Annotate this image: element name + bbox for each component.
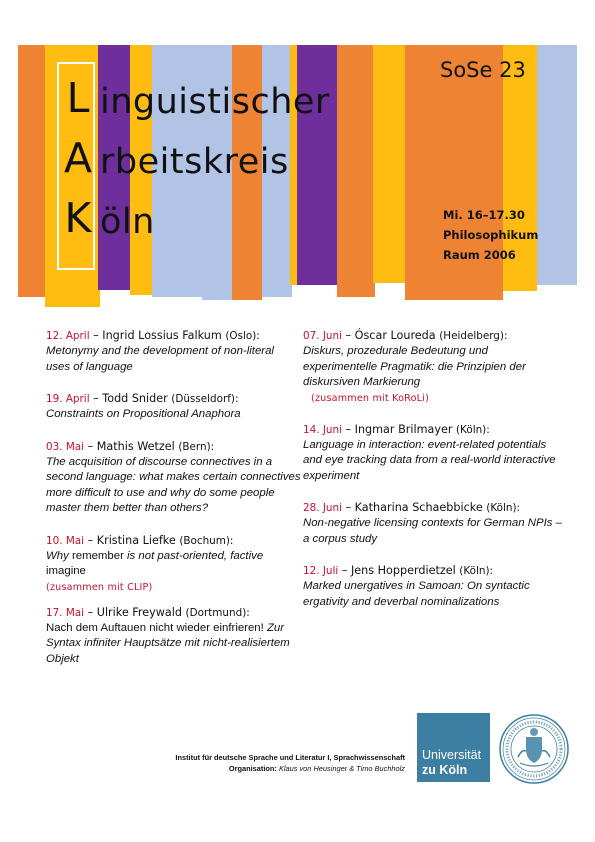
organizers-names: Klaus von Heusinger & Timo Buchholz [278,764,405,773]
talk-title: The acquisition of discourse connectives in a second language: what makes certain connectives more difficult to use and why do some people master them better than others? [46,455,301,514]
talk-header [46,439,301,455]
event-info [443,205,538,265]
talk-item [46,605,301,668]
talk-affiliation: (Dortmund): [185,606,250,619]
title-part: imagine [46,565,86,577]
talk-item [46,328,301,375]
talk-date: 17. Mai [46,606,85,619]
title-part: Zur Syntax infiniter Hauptsätze mit nicht-realisiertem Objekt [46,621,290,665]
talk-affiliation: (Oslo): [225,330,260,342]
dash: – [338,564,351,577]
color-bar [549,45,577,285]
talk-affiliation: (Bern): [178,440,215,453]
footer [120,752,405,774]
talk-header [46,605,301,621]
title-letter-k: K [64,194,92,242]
talk-speaker: Katharina Schaebbicke [354,501,483,514]
event-building: Philosophikum [443,228,539,242]
dash: – [89,392,103,405]
talk-title [46,549,301,580]
color-bar [405,45,435,300]
title-letter-a: A [63,134,93,182]
talk-title: Constraints on Propositional Anaphora [46,408,241,420]
talk-header [46,391,301,407]
talk-header [303,563,565,579]
dash: – [84,533,97,547]
talk-item [303,500,565,547]
talk-date: 19. April [46,393,90,405]
dash: – [341,501,355,514]
talk-item [46,439,301,517]
color-bar [537,45,549,285]
talk-date: 03. Mai [46,440,85,453]
talk-date: 12. Juli [303,565,339,577]
talk-speaker: Todd Snider [102,392,168,405]
dash: – [341,422,355,436]
talk-note: (zusammen mit KoRoLi) [311,392,430,404]
color-bar [337,45,375,297]
talk-title: Non-negative licensing contexts for German NPIs – a corpus study [303,517,562,545]
talk-affiliation: (Köln): [455,423,490,436]
talk-header [46,533,301,549]
dash: – [89,329,103,342]
talk-date: 10. Mai [46,534,85,547]
talk-header [303,422,565,438]
talk-title [46,621,301,668]
logo-line-2: zu Köln [422,763,468,777]
dash: – [84,439,97,453]
talk-note: (zusammen mit CLIP) [46,581,153,593]
title-letter-l: L [66,74,90,122]
header-banner [0,0,595,310]
university-logo [417,713,490,782]
talk-speaker: Jens Hopperdietzel [350,564,456,577]
talk-speaker: Ingrid Lossius Falkum [102,329,222,342]
talk-speaker: Ingmar Brilmayer [354,422,453,436]
talk-title: Marked unergatives in Samoan: On syntactic ergativity and deverbal nominalizations [303,580,530,608]
talk-title: Language in interaction: event-related potentials and eye tracking data from a real-world interactive experiment [303,438,556,482]
title-word-linguistischer: inguistischer [100,82,330,122]
event-time: Mi. 16–17.30 [443,208,525,222]
talk-header [46,328,301,344]
talk-affiliation: (Köln): [459,565,494,577]
talk-affiliation: (Köln): [486,502,521,514]
logo-line-1: Universität [422,748,482,762]
dash: – [84,605,97,619]
talk-date: 28. Juni [303,502,342,514]
talk-date: 12. April [46,330,90,342]
talk-header [303,328,565,344]
color-bar [18,45,46,297]
university-seal-icon [498,713,570,785]
talk-item [303,563,565,610]
title-part: is not past-oriented, factive [123,549,264,562]
talk-item [46,533,301,595]
talk-item [303,422,565,485]
talk-affiliation: (Düsseldorf): [171,393,239,405]
talk-date: 07. Juni [303,330,342,342]
talk-speaker: Óscar Loureda [354,329,436,342]
talk-speaker: Kristina Liefke [96,533,176,547]
organizers-line [120,763,405,774]
event-room: Raum 2006 [443,248,516,262]
talk-title: Diskurs, prozedurale Bedeutung und experimentelle Pragmatik: die Prinzipien der diskursiven Markierung [303,345,526,388]
talk-title: Metonymy and the development of non-literal uses of language [46,345,274,373]
talk-header [303,500,565,516]
talk-speaker: Mathis Wetzel [96,439,175,453]
talk-item [46,391,301,423]
organizers-label: Organisation: [228,764,277,773]
talk-date: 14. Juni [303,423,342,436]
title-part: Why [46,549,72,562]
talk-item [303,328,565,406]
title-part: remember [71,549,124,562]
talk-speaker: Ulrike Freywald [96,605,182,619]
title-part: Nach dem Auftauen nicht wieder einfrieren! [46,621,264,634]
color-bar [373,45,405,283]
talk-affiliation: (Bochum): [179,534,234,547]
talks-left-column [46,328,301,683]
dash: – [341,329,355,342]
title-word-arbeitskreis: rbeitskreis [100,142,289,182]
title-word-koeln: öln [100,202,155,242]
talk-affiliation: (Heidelberg): [439,330,508,342]
talks-right-column [303,328,565,626]
institute-name: Institut für deutsche Sprache und Literatur I, Sprachwissenschaft [175,753,405,762]
semester-label: SoSe 23 [440,58,526,82]
